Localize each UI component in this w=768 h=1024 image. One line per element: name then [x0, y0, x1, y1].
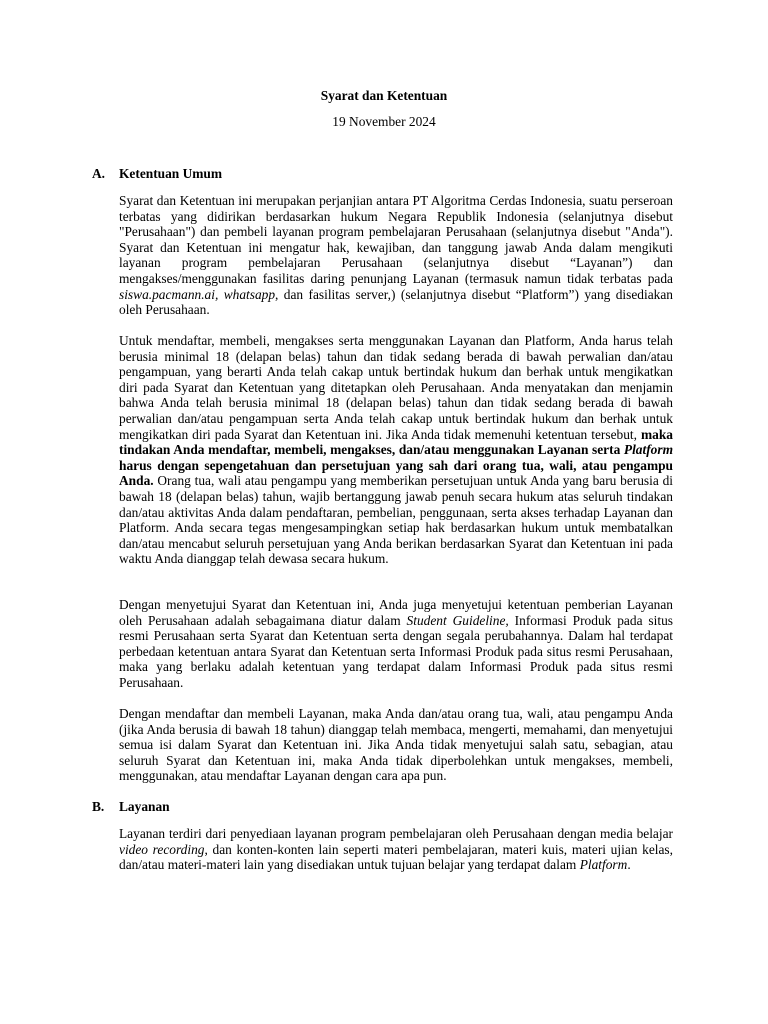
paragraph-text: Dengan menyetujui Syarat dan Ketentuan ini, Anda juga menyetujui ketentuan pemberian Layanan oleh Perusahaan adalah sebagaimana diatur dalam: [119, 597, 673, 628]
paragraph-text: .: [627, 857, 631, 873]
section-letter: A.: [92, 166, 106, 181]
paragraph-text: , dan konten-konten lain seperti materi pembelajaran, materi kuis, materi ujian kelas, dan/atau materi-materi lain yang disediakan untuk tujuan belajar yang terdapat dalam: [119, 841, 673, 873]
paragraph-text: Informasi Produk pada situs resmi Perusahaan serta Syarat dan Ketentuan serta dengan segala perubahannya. Dalam hal terdapat perbedaan ketentuan antara Syarat dan Ketentuan serta Informasi Produk pada situs resmi Perusahaan, maka yang berlaku adalah ketentuan yang terdapat dalam Informasi Produk pada situs resmi Perusahaan.: [119, 612, 673, 690]
paragraph-b1: [119, 826, 673, 873]
paragraph-text: Layanan terdiri dari penyediaan layanan program pembelajaran oleh Perusahaan dengan media belajar: [119, 826, 673, 841]
paragraph-bold-italic-text: Platform: [623, 442, 673, 458]
paragraph-text: Syarat dan Ketentuan ini merupakan perjanjian antara PT Algoritma Cerdas Indonesia, suatu perseroan terbatas yang didirikan berdasarkan hukum Negara Republik Indonesia (selanjutnya disebut "Perusahaan") dan pembeli layanan program pembelajaran Perusahaan (selanjutnya disebut "Anda"). Syarat dan Ketentuan ini mengatur hak, kewajiban, dan tanggung jawab Anda dalam mengikuti layanan program pembelajaran Perusahaan (selanjutnya disebut “Layanan”) dan mengakses/menggunakan fasilitas daring penunjang Layanan (termasuk namun tidak terbatas pada: [119, 193, 673, 286]
document-date: 19 November 2024: [332, 114, 436, 129]
paragraph-italic-text: video recording: [119, 841, 205, 857]
document-title: Syarat dan Ketentuan: [320, 88, 448, 103]
section-title: Layanan: [119, 799, 170, 814]
paragraph-bold-text: harus dengan sepengetahuan dan persetujuan yang sah dari orang tua, wali, atau pengampu Anda.: [119, 457, 673, 489]
paragraph-a2: [119, 333, 673, 567]
paragraph-text: , dan fasilitas server,) (selanjutnya disebut “Platform”) yang disediakan oleh Perusahaan.: [119, 286, 674, 318]
section-title: Ketentuan Umum: [119, 166, 223, 181]
section-letter: B.: [92, 799, 105, 814]
paragraph-text: Untuk mendaftar, membeli, mengakses serta menggunakan Layanan dan Platform, Anda harus telah berusia minimal 18 (delapan belas) tahun dan tidak sedang berada di bawah perwalian dan/atau pengampuan, yang berarti Anda telah cakap untuk bertindak hukum dan berhak untuk mengikatkan diri pada Syarat dan Ketentuan yang ditetapkan oleh Perusahaan. Anda menyatakan dan menjamin bahwa Anda telah berusia minimal 18 (delapan belas) tahun dan tidak sedang berada di bawah perwalian dan/atau pengampuan serta Anda telah cakap untuk bertindak hukum dan berhak untuk mengikatkan diri pada Syarat dan Ketentuan ini. Jika Anda tidak memenuhi ketentuan tersebut,: [119, 333, 673, 442]
paragraph-a1: [119, 193, 673, 318]
paragraph-text: Orang tua, wali atau pengampu yang memberikan persetujuan untuk Anda yang baru berusia di bawah 18 (delapan belas) tahun, wajib bertanggung jawab penuh secara hukum atas seluruh tindakan dan/atau aktivitas Anda dalam pendaftaran, pembelian, penggunaan, serta akses terhadap Layanan dan Platform. Anda secara tegas mengesampingkan setiap hak berdasarkan hukum untuk membatalkan dan/atau mencabut seluruh persetujuan yang Anda berikan berdasarkan Syarat dan Ketentuan ini pada waktu Anda dianggap telah dewasa secara hukum.: [119, 473, 673, 567]
paragraph-a3: [119, 597, 673, 691]
section-b-heading: [92, 799, 170, 815]
paragraph-a4: [119, 706, 673, 784]
paragraph-bold-text: maka tindakan Anda mendaftar, membeli, mengakses, dan/atau menggunakan Layanan serta: [119, 426, 673, 458]
paragraph-italic-text: Student Guideline,: [406, 612, 509, 628]
paragraph-italic-text: Platform: [579, 857, 628, 873]
paragraph-text: Dengan mendaftar dan membeli Layanan, maka Anda dan/atau orang tua, wali, atau pengampu Anda (jika Anda berusia di bawah 18 tahun) dianggap telah membaca, mengerti, memahami, dan menyetujui semua isi dalam Syarat dan Ketentuan ini. Jika Anda tidak menyetujui salah satu, sebagian, atau seluruh Syarat dan Ketentuan ini, maka Anda tidak diperbolehkan untuk mengakses, membeli, menggunakan, atau mendaftar Layanan dengan cara apa pun.: [119, 706, 673, 784]
paragraph-italic-text: siswa.pacmann.ai, whatsapp: [119, 286, 276, 302]
section-a-heading: [92, 166, 222, 182]
